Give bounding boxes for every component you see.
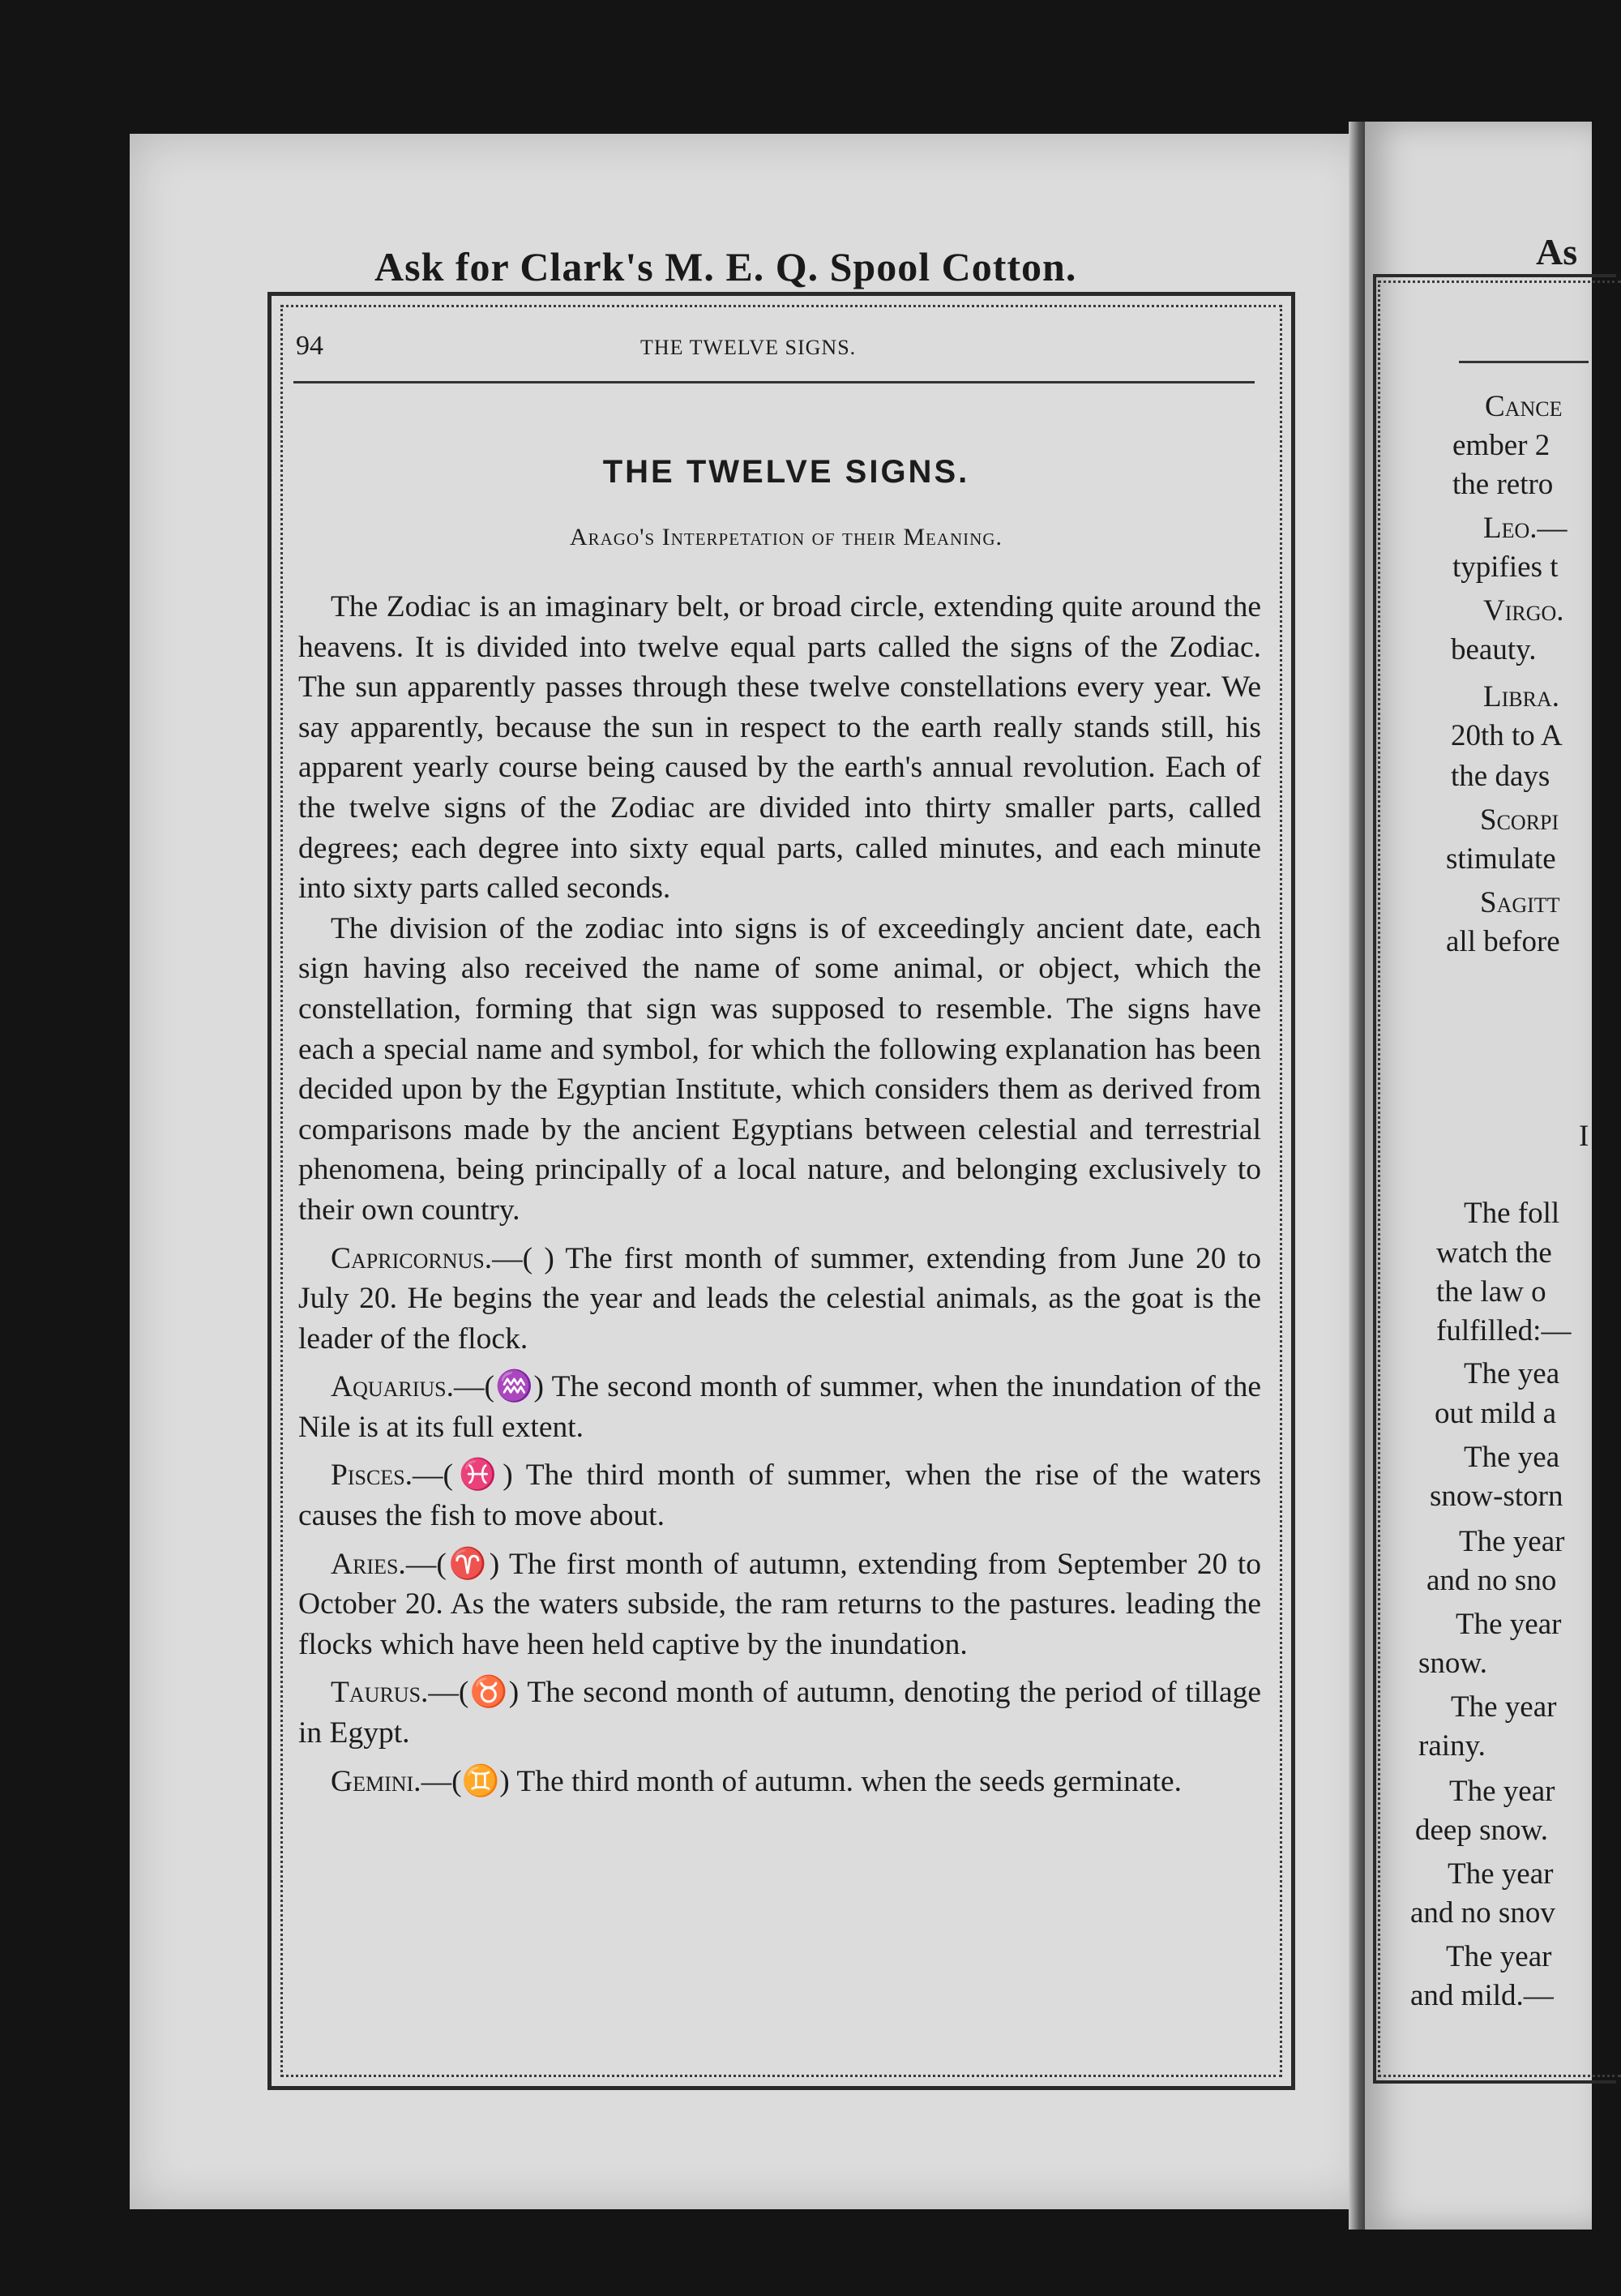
sign-text: The first month of autumn, extending from September 20 to October 20. As the waters subside, the ram returns to the pastures. leading the flocks which have heen held captive by the inundation. — [298, 1547, 1261, 1661]
right-page-rule — [1459, 361, 1589, 363]
sign-name: Gemini. — [331, 1764, 421, 1798]
right-page-line: The year — [1451, 1690, 1557, 1724]
sign-entry-aquarius — [298, 1367, 1261, 1447]
sign-entry-gemini — [298, 1762, 1261, 1802]
sign-text: The second month of autumn, denoting the period of tillage in Egypt. — [298, 1676, 1262, 1750]
sign-symbol: —(♒) — [454, 1370, 545, 1404]
section-subtitle: Arago's Interpetation of their Meaning. — [569, 524, 1003, 550]
sign-text: The third month of autumn. when the seeds germinate. — [509, 1764, 1183, 1798]
right-page-line: The year — [1459, 1525, 1565, 1558]
right-page-line: The year — [1456, 1608, 1562, 1641]
right-page-line: The year — [1446, 1940, 1552, 1973]
right-page-line: I — [1579, 1120, 1589, 1153]
right-page-line: Sagitt — [1480, 886, 1560, 919]
section-title: THE TWELVE SIGNS. — [602, 454, 970, 490]
sign-name: Capricornus. — [331, 1241, 493, 1275]
paragraph: The Zodiac is an imaginary belt, or broad circle, extending quite around the heavens. It is divided into twelve equal parts called the signs of the Zodiac. The sun apparently passes through these twelve constellations every year. We say apparently, because the sun in respect to the earth really stands still, his apparent yearly course being caused by the earth's annual revolution. Each of the twelve signs of the Zodiac are divided into thirty smaller parts, called degrees; each degree into sixty equal parts, called minutes, and each minute into sixty parts called seconds. — [298, 590, 1261, 906]
sign-symbol: —(♓) — [413, 1459, 513, 1493]
sign-symbol: —(♈) — [405, 1547, 500, 1581]
sign-name: Taurus. — [331, 1676, 429, 1710]
right-page-line: Scorpi — [1480, 803, 1559, 837]
right-page-line: snow-storn — [1430, 1480, 1563, 1513]
sign-entry-pisces — [298, 1455, 1261, 1536]
right-page-line: the days — [1451, 760, 1550, 793]
right-page-line: 20th to A — [1451, 719, 1563, 752]
right-page-line: The yea — [1464, 1441, 1560, 1474]
sign-name: Pisces. — [331, 1459, 413, 1493]
right-page-line: typifies t — [1452, 550, 1559, 584]
right-page-line: the retro — [1452, 468, 1554, 501]
sign-name: Aries. — [331, 1547, 406, 1581]
sign-text: The third month of summer, when the rise of the waters causes the fish to move about. — [298, 1459, 1261, 1533]
right-page-header: As — [1536, 231, 1578, 272]
advert-header: Ask for Clark's M. E. Q. Spool Cotton. — [374, 244, 1077, 289]
running-head: THE TWELVE SIGNS. — [640, 336, 857, 359]
right-page-line: and mild.— — [1410, 1979, 1554, 2012]
right-page-line: stimulate — [1446, 842, 1556, 876]
right-page-line: all before — [1446, 925, 1560, 958]
paragraph: The division of the zodiac into signs is of exceedingly ancient date, each sign having also received the name of some animal, or object, which the constellation, forming that sign was supposed to resemble. The signs have each a special name and symbol, for which the following explanation has been decided upon by the Egyptian Institute, which considers them as derived from comparisons made by the ancient Egyptians between celestial and terrestrial phenomena, being principally of a local nature, and belonging exclusively to their own country. — [298, 911, 1261, 1227]
right-page-line: The year — [1449, 1775, 1555, 1808]
right-page-line: the law o — [1436, 1275, 1546, 1309]
right-page-line: fulfilled:— — [1436, 1314, 1572, 1347]
right-page-line: ember 2 — [1452, 429, 1550, 462]
sign-name: Aquarius. — [331, 1370, 455, 1404]
header-rule — [293, 381, 1255, 383]
right-page-line: Virgo. — [1483, 594, 1564, 628]
right-page-line: The year — [1448, 1857, 1554, 1891]
sign-text: The second month of summer, when the inundation of the Nile is at its full extent. — [298, 1370, 1261, 1444]
sign-text: The first month of summer, extending from June 20 to July 20. He begins the year and leads the celestial animals, as the goat is the leader of the flock. — [298, 1241, 1261, 1356]
right-page-line: Libra. — [1483, 680, 1559, 713]
page-number: 94 — [296, 331, 323, 361]
body-text — [298, 587, 1261, 1801]
sign-symbol: —(♊) — [421, 1764, 510, 1798]
sign-symbol: —( ) — [492, 1241, 554, 1275]
right-page-line: snow. — [1418, 1647, 1487, 1680]
right-page-line: The yea — [1464, 1357, 1560, 1390]
right-page-line: and no sno — [1426, 1564, 1557, 1597]
sign-entry-aries — [298, 1544, 1261, 1665]
right-page-line: Cance — [1485, 390, 1563, 423]
right-page-line: rainy. — [1418, 1729, 1486, 1763]
right-page-line: deep snow. — [1415, 1814, 1549, 1847]
right-page-line: and no snov — [1410, 1896, 1555, 1930]
sign-entry-capricornus — [298, 1239, 1261, 1360]
right-page-line: beauty. — [1451, 633, 1537, 666]
right-page-line: watch the — [1436, 1236, 1552, 1270]
right-page-line: out mild a — [1435, 1397, 1557, 1430]
sign-entry-taurus — [298, 1673, 1261, 1753]
sign-symbol: —(♉) — [428, 1676, 520, 1710]
right-page-line: Leo.— — [1483, 512, 1568, 545]
right-page-line: The foll — [1464, 1197, 1560, 1230]
